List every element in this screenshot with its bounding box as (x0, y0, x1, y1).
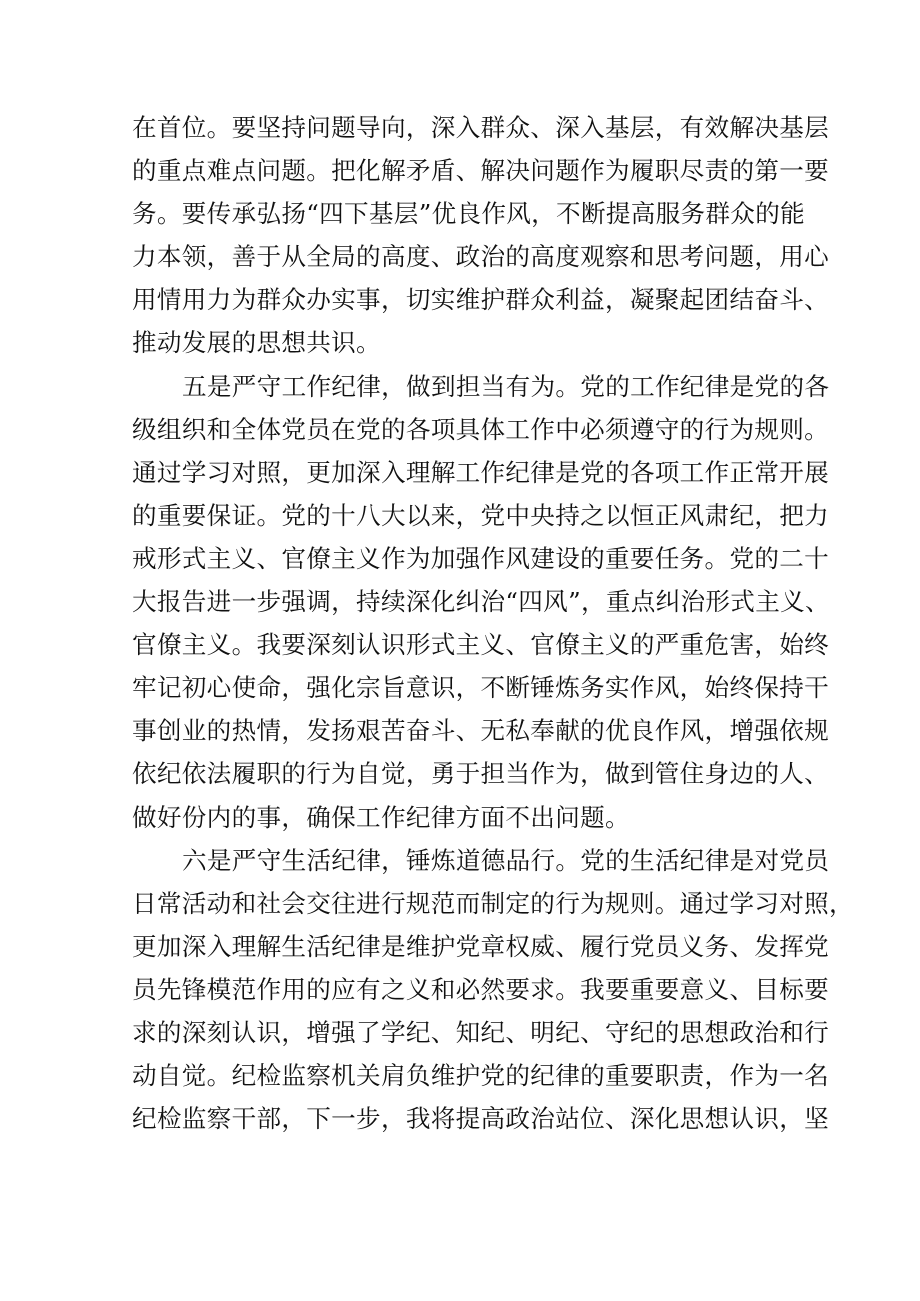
body-text (132, 106, 854, 1140)
paragraph-1 (132, 106, 830, 365)
text-line: 的重要保证。党的十八大以来，党中央持之以恒正风肃纪，把力 (132, 500, 830, 530)
text-line: 更加深入理解生活纪律是维护党章权威、履行党员义务、发挥党 (132, 931, 830, 961)
text-line: 推动发展的思想共识。 (132, 328, 381, 358)
text-line: 戒形式主义、官僚主义作为加强作风建设的重要任务。党的二十 (132, 543, 830, 573)
text-line: 牢记初心使命，强化宗旨意识，不断锤炼务实作风，始终保持干 (132, 673, 830, 703)
text-line: 务。要传承弘扬“四下基层”优良作风，不断提高服务群众的能 (132, 199, 805, 229)
text-line: 六是严守生活纪律，锤炼道德品行。党的生活纪律是对党员 (182, 845, 830, 875)
text-line: 通过学习对照，更加深入理解工作纪律是党的各项工作正常开展 (132, 457, 830, 487)
text-line: 的重点难点问题。把化解矛盾、解决问题作为履职尽责的第一要 (132, 156, 830, 186)
paragraph-2 (132, 365, 830, 839)
text-line: 依纪依法履职的行为自觉，勇于担当作为，做到管住身边的人、 (132, 759, 830, 789)
text-line: 动自觉。纪检监察机关肩负维护党的纪律的重要职责，作为一名 (132, 1061, 830, 1091)
text-line: 事创业的热情，发扬艰苦奋斗、无私奉献的优良作风，增强依规 (132, 716, 830, 746)
text-line: 求的深刻认识，增强了学纪、知纪、明纪、守纪的思想政治和行 (132, 1017, 830, 1047)
text-line: 力本领，善于从全局的高度、政治的高度观察和思考问题，用心 (132, 242, 830, 272)
text-line: 在首位。要坚持问题导向，深入群众、深入基层，有效解决基层 (132, 113, 830, 142)
text-line: 员先锋模范作用的应有之义和必然要求。我要重要意义、目标要 (132, 974, 830, 1004)
text-line: 日常活动和社会交往进行规范而制定的行为规则。通过学习对照， (132, 888, 854, 918)
text-line: 官僚主义。我要深刻认识形式主义、官僚主义的严重危害，始终 (132, 630, 830, 660)
text-line: 纪检监察干部，下一步，我将提高政治站位、深化思想认识，坚 (132, 1104, 830, 1134)
text-line: 做好份内的事，确保工作纪律方面不出问题。 (132, 802, 630, 832)
paragraph-3 (132, 839, 854, 1141)
text-line: 五是严守工作纪律，做到担当有为。党的工作纪律是党的各 (182, 371, 830, 401)
text-line: 用情用力为群众办实事，切实维护群众利益，凝聚起团结奋斗、 (132, 285, 830, 315)
text-line: 级组织和全体党员在党的各项具体工作中必须遵守的行为规则。 (132, 414, 830, 444)
text-line: 大报告进一步强调，持续深化纠治“四风”，重点纠治形式主义、 (132, 587, 830, 617)
